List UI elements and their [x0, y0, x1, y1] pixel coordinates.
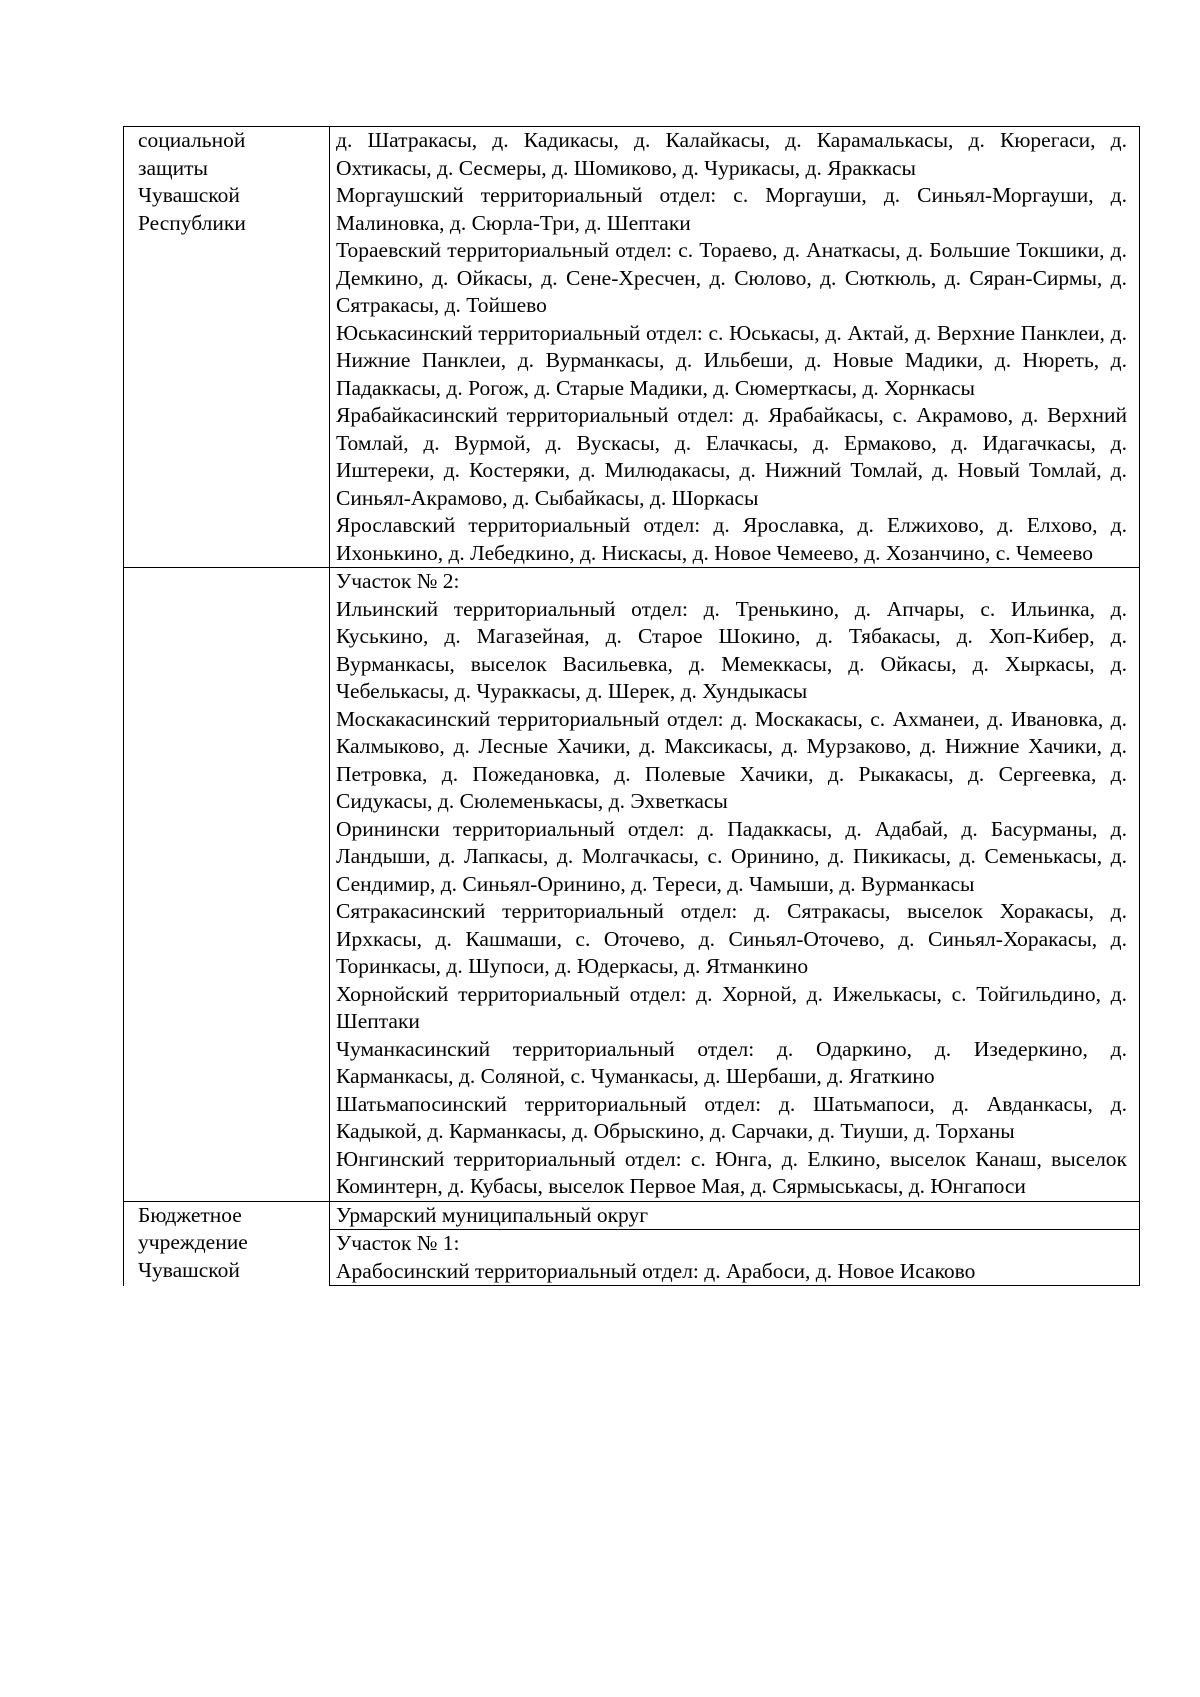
institution-cell [124, 568, 330, 1202]
territory-cell [330, 127, 1140, 568]
institution-line: Республики [138, 210, 246, 235]
territory-paragraph: Юнгинский территориальный отдел: с. Юнга, д. Елкино, выселок Канаш, выселок Коминтерн, д. Кубасы, выселок Первое Мая, д. Сярмыськасы, д. Юнгапоси [336, 1146, 1127, 1198]
document-table [123, 126, 1140, 1286]
territory-paragraph: Юськасинский территориальный отдел: с. Юськасы, д. Актай, д. Верхние Панклеи, д. Нижние Панклеи, д. Вурманкасы, д. Ильбеши, д. Новые Мадики, д. Нюреть, д. Падаккасы, д. Рогож, д. Старые Мадики, д. Сюмерткасы, д. Хорнкасы [336, 320, 1127, 400]
institution-line: Бюджетное [138, 1202, 242, 1227]
institution-line: социальной [138, 128, 246, 152]
territory-paragraph: Чуманкасинский территориальный отдел: д. Одаркино, д. Изедеркино, д. Карманкасы, д. Соляной, с. Чуманкасы, д. Шербаши, д. Ягаткино [336, 1036, 1127, 1088]
territory-paragraph: д. Шатракасы, д. Кадикасы, д. Калайкасы, д. Карамалькасы, д. Кюрегаси, д. Охтикасы, д. Сесмеры, д. Шомиково, д. Чурикасы, д. Яраккасы [336, 128, 1127, 180]
table-row [124, 127, 1140, 568]
territory-paragraph: Ильинский территориальный отдел: д. Тренькино, д. Апчары, с. Ильинка, д. Куськино, д. Магазейная, д. Старое Шокино, д. Тябакасы, д. Хоп-Кибер, д. Вурманкасы, выселок Васильевка, д. Мемеккасы, д. Ойкасы, д. Хыркасы, д. Чебелькасы, д. Чураккасы, д. Шерек, д. Хундыкасы [336, 596, 1127, 703]
table-row [124, 1201, 1140, 1230]
institution-cell [124, 1201, 330, 1286]
territory-paragraph: Моргаушский территориальный отдел: с. Моргауши, д. Синьял-Моргауши, д. Малиновка, д. Сюрла-Три, д. Шептаки [336, 183, 1127, 235]
territory-paragraph: Москакасинский территориальный отдел: д. Москакасы, с. Ахманеи, д. Ивановка, д. Калмыково, д. Лесные Хачики, д. Максикасы, д. Мурзаково, д. Нижние Хачики, д. Петровка, д. Пожедановка, д. Полевые Хачики, д. Рыкакасы, д. Сергеевка, д. Сидукасы, д. Сюлеменькасы, д. Эхветкасы [336, 706, 1127, 813]
territory-paragraph: Шатьмапосинский территориальный отдел: д. Шатьмапоси, д. Авданкасы, д. Кадыкой, д. Карманкасы, д. Обрыскино, д. Сарчаки, д. Тиуши, д. Торханы [336, 1091, 1127, 1143]
institution-line: защиты [138, 155, 208, 180]
territory-paragraph: Арабосинский территориальный отдел: д. Арабоси, д. Новое Исаково [336, 1258, 976, 1283]
territory-paragraph: Ярабайкасинский территориальный отдел: д. Ярабайкасы, с. Акрамово, д. Верхний Томлай, д. Вурмой, д. Вускасы, д. Елачкасы, д. Ермаково, д. Идагачкасы, д. Иштереки, д. Костеряки, д. Милюдакасы, д. Нижний Томлай, д. Новый Томлай, д. Синьял-Акрамово, д. Сыбайкасы, д. Шоркасы [336, 403, 1127, 510]
territory-cell [330, 1230, 1140, 1258]
institution-line: Чувашской [138, 1257, 240, 1282]
territory-paragraph: Сятракасинский территориальный отдел: д. Сятракасы, выселок Хоракасы, д. Ирхкасы, д. Кашмаши, с. Оточево, д. Синьял-Оточево, д. Синьял-Хоракасы, д. Торинкасы, д. Шупоси, д. Юдеркасы, д. Ятманкино [336, 899, 1127, 978]
institution-line: учреждение [138, 1230, 248, 1254]
section-heading: Участок № 2: [336, 569, 460, 593]
institution-line: Чувашской [138, 183, 240, 207]
territory-paragraph: Тораевский территориальный отдел: с. Тораево, д. Анаткасы, д. Большие Токшики, д. Демкино, д. Ойкасы, д. Сене-Хресчен, д. Сюлово, д. Сюткюль, д. Сяран-Сирмы, д. Сятракасы, д. Тойшево [336, 238, 1127, 317]
institution-cell [124, 127, 330, 568]
district-header-cell [330, 1201, 1140, 1230]
territory-paragraph: Хорнойский территориальный отдел: д. Хорной, д. Ижелькасы, с. Тойгильдино, д. Шептаки [336, 981, 1127, 1033]
table-row [124, 568, 1140, 1202]
territory-paragraph: Ярославский территориальный отдел: д. Ярославка, д. Елжихово, д. Елхово, д. Ихонькино, д. Лебедкино, д. Нискасы, д. Новое Чемеево, д. Хозанчино, с. Чемеево [336, 513, 1127, 565]
territory-cell [330, 568, 1140, 1202]
district-title: Урмарский муниципальный округ [336, 1202, 649, 1227]
territory-cell [330, 1258, 1140, 1286]
territory-paragraph: Оринински территориальный отдел: д. Падаккасы, д. Адабай, д. Басурманы, д. Ландыши, д. Лапкасы, д. Молгачкасы, с. Оринино, д. Пикикасы, д. Семенькасы, д. Сендимир, д. Синьял-Оринино, д. Тереси, д. Чамыши, д. Вурманкасы [336, 816, 1127, 896]
section-heading: Участок № 1: [336, 1231, 460, 1255]
